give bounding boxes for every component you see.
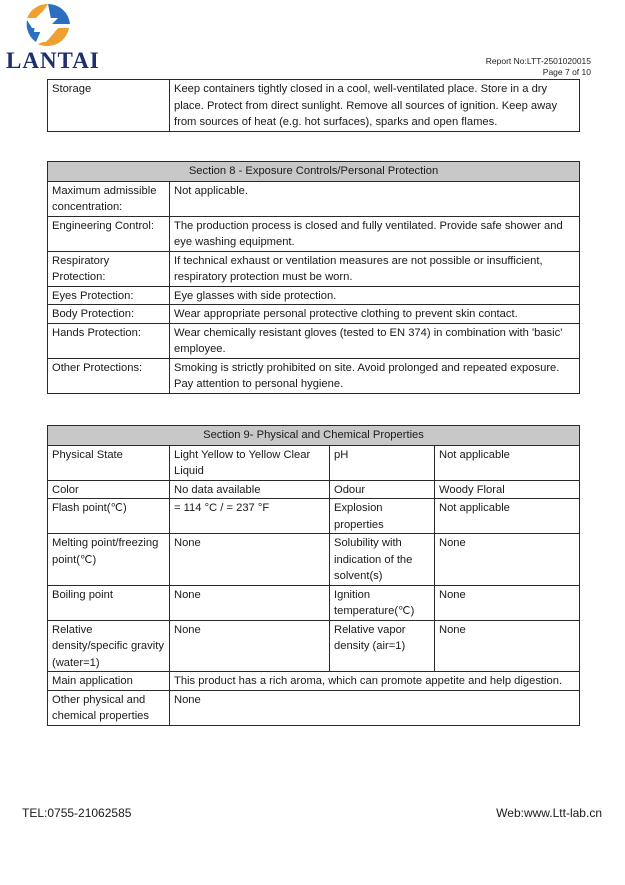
property-value: None: [435, 585, 580, 620]
property-label: Relative density/specific gravity (water=1): [48, 620, 170, 672]
table-row: [48, 620, 580, 672]
row-value: The production process is closed and fully ventilated. Provide safe shower and eye washing equipment.: [170, 216, 580, 251]
property-label: Melting point/freezing point(℃): [48, 534, 170, 586]
property-label: Ignition temperature(℃): [330, 585, 435, 620]
table-row: [48, 445, 580, 480]
property-label: Explosion properties: [330, 499, 435, 534]
row-label: Engineering Control:: [48, 216, 170, 251]
table-row: [48, 181, 580, 216]
row-value: Wear appropriate personal protective clothing to prevent skin contact.: [170, 305, 580, 324]
row-label: Maximum admissible concentration:: [48, 181, 170, 216]
row-label: Body Protection:: [48, 305, 170, 324]
property-value: None: [435, 534, 580, 586]
row-value: Not applicable.: [170, 181, 580, 216]
storage-table: [47, 79, 580, 132]
table-row: [48, 672, 580, 691]
property-label: Solubility with indication of the solvent(s): [330, 534, 435, 586]
section8-table: [47, 161, 580, 394]
property-value: No data available: [170, 480, 330, 499]
main-application-value: This product has a rich aroma, which can promote appetite and help digestion.: [170, 672, 580, 691]
property-label: Physical State: [48, 445, 170, 480]
page-number: Page 7 of 10: [542, 67, 591, 77]
table-row: [48, 80, 580, 132]
section9-title: Section 9- Physical and Chemical Properties: [48, 426, 580, 446]
table-row: [48, 585, 580, 620]
table-row: [48, 286, 580, 305]
row-label: Eyes Protection:: [48, 286, 170, 305]
table-row: [48, 480, 580, 499]
property-value: Not applicable: [435, 499, 580, 534]
row-label: Respiratory Protection:: [48, 251, 170, 286]
property-label: Boiling point: [48, 585, 170, 620]
storage-label: Storage: [48, 80, 170, 132]
row-value: If technical exhaust or ventilation measures are not possible or insufficient, respiratory protection must be worn.: [170, 251, 580, 286]
report-info: [486, 56, 591, 78]
section8-title: Section 8 - Exposure Controls/Personal Protection: [48, 162, 580, 182]
table-row: [48, 534, 580, 586]
company-logo: [4, 2, 100, 74]
property-value: Not applicable: [435, 445, 580, 480]
property-label: Flash point(℃): [48, 499, 170, 534]
table-row: [48, 216, 580, 251]
row-label: Other Protections:: [48, 358, 170, 393]
footer-tel: TEL:0755-21062585: [22, 806, 132, 820]
table-row: [48, 499, 580, 534]
property-value: None: [170, 585, 330, 620]
table-row: [48, 358, 580, 393]
row-label: Hands Protection:: [48, 323, 170, 358]
other-properties-label: Other physical and chemical properties: [48, 690, 170, 725]
lantai-logo-icon: [22, 2, 74, 50]
table-row: [48, 690, 580, 725]
row-value: Smoking is strictly prohibited on site. Avoid prolonged and repeated exposure. Pay attention to personal hygiene.: [170, 358, 580, 393]
footer-web: Web:www.Ltt-lab.cn: [496, 806, 602, 820]
row-value: Wear chemically resistant gloves (tested to EN 374) in combination with 'basic' employee.: [170, 323, 580, 358]
other-properties-value: None: [170, 690, 580, 725]
section9-table: [47, 425, 580, 726]
row-value: Eye glasses with side protection.: [170, 286, 580, 305]
property-value: = 114 °C / = 237 °F: [170, 499, 330, 534]
table-row: [48, 305, 580, 324]
table-row: [48, 323, 580, 358]
property-label: pH: [330, 445, 435, 480]
main-application-label: Main application: [48, 672, 170, 691]
property-value: Light Yellow to Yellow Clear Liquid: [170, 445, 330, 480]
report-number: Report No:LTT-2501020015: [485, 56, 591, 66]
table-row: [48, 251, 580, 286]
property-label: Odour: [330, 480, 435, 499]
property-value: None: [170, 534, 330, 586]
property-value: None: [435, 620, 580, 672]
property-label: Relative vapor density (air=1): [330, 620, 435, 672]
property-value: None: [170, 620, 330, 672]
property-value: Woody Floral: [435, 480, 580, 499]
logo-text: LANTAI: [6, 48, 100, 73]
storage-value: Keep containers tightly closed in a cool, well-ventilated place. Store in a dry place. Protect from direct sunlight. Remove all sources of ignition. Keep away from sources of heat (e.g. hot surfaces), sparks and open flames.: [170, 80, 580, 132]
property-label: Color: [48, 480, 170, 499]
